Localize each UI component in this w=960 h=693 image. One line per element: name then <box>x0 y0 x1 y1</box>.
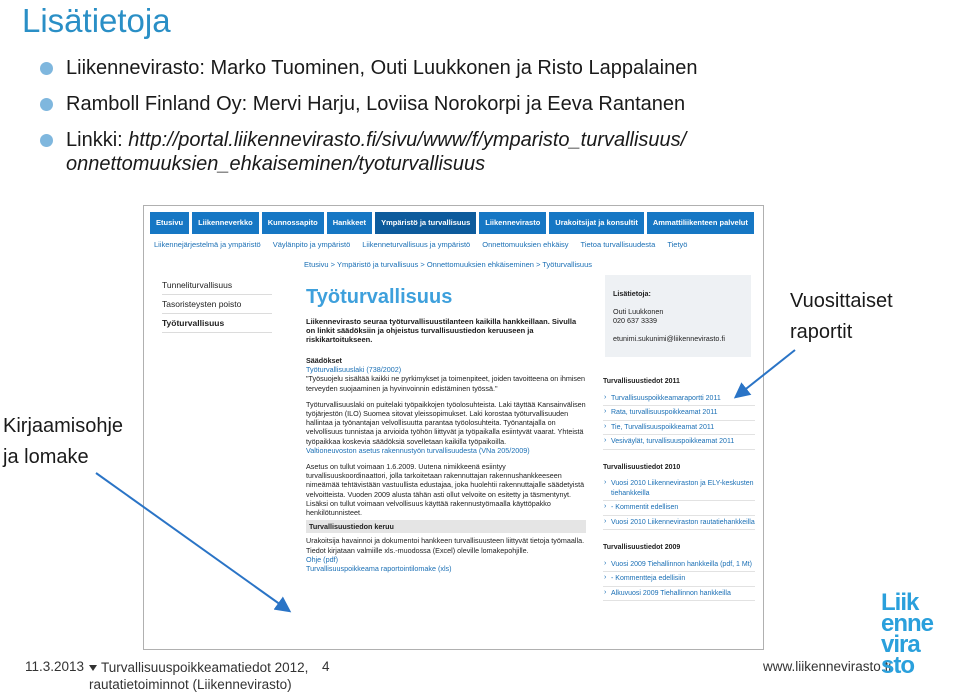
contact-email: etunimi.sukunimi@liikennevirasto.fi <box>613 333 725 343</box>
box-text: Urakoitsija havainnoi ja dokumentoi hankkeen turvallisuusteen liittyvät tietoja työmaalla. Tiedot kirjataan valmiille xls.-muodossa (Excel) oleville lomakepohjille. <box>306 536 585 555</box>
section-link: Työturvallisuuslaki (738/2002) <box>306 365 402 375</box>
callout-registration: Kirjaamisohje ja lomake <box>3 411 143 473</box>
subnav-item: Liikennejärjestelmä ja ympäristö <box>154 240 261 249</box>
subnav-item: Tietyö <box>667 240 688 249</box>
webpage-subnav <box>154 237 757 253</box>
report-link: › Vuosi 2010 Liikenneviraston rautatiehankkeilla <box>603 516 755 531</box>
footer-source-line1: Turvallisuuspoikkeamatiedot 2012, <box>101 660 309 675</box>
nav-item: Hankkeet <box>327 212 372 234</box>
report-link: › Rata, turvallisuuspoikkeamat 2011 <box>603 406 755 421</box>
report-link: › Turvallisuuspoikkeamaraportti 2011 <box>603 392 755 407</box>
box-heading: Turvallisuustiedon keruu <box>306 520 586 533</box>
footer-date: 11.3.2013 <box>25 659 85 674</box>
webpage-lead: Liikennevirasto seuraa työturvallisuustilanteen kaikilla hankkeillaan. Sivulla on linkit säädöksiin ja ohjeistus turvallisuustiedon keruuseen ja riskikartoitukseen. <box>306 317 577 344</box>
webpage-right-column <box>603 374 755 601</box>
year-heading: Turvallisuustiedot 2010 <box>603 463 681 471</box>
contact-heading: Lisätietoja: <box>613 289 651 298</box>
breadcrumb: Etusivu > Ympäristö ja turvallisuus > Onnettomuuksien ehkäiseminen > Työturvallisuus <box>304 260 592 269</box>
subnav-item: Onnettomuuksien ehkäisy <box>482 240 569 249</box>
slide-title: Lisätietoja <box>22 2 171 39</box>
left-menu-item-active: Työturvallisuus <box>162 314 272 333</box>
page-number: 4 <box>322 659 330 674</box>
link-label: Linkki: <box>66 129 129 151</box>
contact-phone: 020 637 3339 <box>613 316 657 325</box>
report-link: › Tie, Turvallisuuspoikkeamat 2011 <box>603 421 755 436</box>
report-link: › Vuosi 2010 Liikenneviraston ja ELY-keskusten tiehankkeilla <box>603 477 755 501</box>
bullet-text: Ramboll Finland Oy: Mervi Harju, Loviisa Norokorpi ja Eeva Rantanen <box>66 93 686 115</box>
paragraph: Työturvallisuuslaki on puitelaki työpaikkojen työolosuhteista. Laki täyttää Kansainvälisen työjärjestön (ILO) Suomea sitovat yleissopimukset. Laki korostaa työturvallisuuden hallintaa ja työnantajan velvollisuutta parantaa työolosuhteita. Työnantajalla on velvollisuus tunnistaa ja arvioida työhön liittyvät ja työpaikalla esiintyvät vaarat. Yhteistä työpaikkaa koskevia säädöksiä sovelletaan kaikilla työpaikoilla. <box>306 399 586 446</box>
nav-item: Kunnossapito <box>262 212 324 234</box>
liikennevirasto-logo: Liik enne vira sto <box>881 589 934 679</box>
portal-link[interactable]: http://portal.liikennevirasto.fi/sivu/www/f/ymparisto_turvallisuus/ <box>128 129 687 151</box>
report-link: › Vesiväylät, turvallisuuspoikkeamat 2011 <box>603 435 755 450</box>
report-link: › - Kommentit edellisen <box>603 501 755 516</box>
year-heading: Turvallisuustiedot 2011 <box>603 378 680 385</box>
bullet-dot-icon <box>40 62 53 75</box>
webpage-screenshot <box>143 205 764 650</box>
bullet-item <box>40 56 940 80</box>
subnav-item: Liikenneturvallisuus ja ympäristö <box>362 240 471 249</box>
triangle-icon <box>89 665 97 671</box>
nav-item-active: Ympäristö ja turvallisuus <box>375 212 476 234</box>
bullet-dot-icon <box>40 134 53 147</box>
nav-item: Liikennevirasto <box>479 212 546 234</box>
section-heading: Säädökset <box>306 356 342 365</box>
left-menu-item: Tunneliturvallisuus <box>162 276 272 295</box>
portal-link-continued[interactable]: onnettomuuksien_ehkaiseminen/tyoturvallisuus <box>66 153 486 175</box>
report-link: › Vuosi 2009 Tiehallinnon hankkeilla (pdf, 1 Mt) <box>603 558 755 573</box>
bullet-list <box>40 56 940 188</box>
bullet-item-link <box>40 128 940 176</box>
footer-url[interactable]: www.liikennevirasto.fi <box>763 659 892 674</box>
box-link: Ohje (pdf) <box>306 554 338 564</box>
footer-source <box>89 659 308 693</box>
paragraph: Asetus on tullut voimaan 1.6.2009. Uutena nimikkeenä esiintyy turvallisuuskoordinaattori, jolla tarkoitetaan rakennuttajan rakennushankkeeseen nimeämää tehtävistään vastuullista edustajaa, joka huolehtii rakennuttajalle säädetyistä velvoitteista. Vuoden 2009 alusta tähän asti ollut velvoite on esitetty ja täsmentynyt. Lisäksi on tullut voimaan velvollisuus käyttää rakennustyömaalla käyttöpakko henkilötunnisteet. <box>306 462 585 518</box>
box-link: Turvallisuuspoikkeama raportointilomake (xls) <box>306 564 452 574</box>
footer-source-line2: rautatietoiminnot (Liikennevirasto) <box>89 677 292 692</box>
subnav-item: Väylänpito ja ympäristö <box>272 240 351 249</box>
report-link: › Alkuvuosi 2009 Tiehallinnon hankkeilla <box>603 587 755 602</box>
webpage-nav <box>150 212 757 234</box>
quote-text: "Työsuojelu sisältää kaikki ne pyrkimykset ja toimenpiteet, joiden tavoitteena on ihmisen terveyden suojaaminen ja hyvinvoinnin edistäminen työssä." <box>306 374 586 393</box>
report-link: › - Kommentteja edellisiin <box>603 572 755 587</box>
nav-item: Ammattiliikenteen palvelut <box>647 212 754 234</box>
bullet-item <box>40 92 940 116</box>
subnav-item: Tietoa turvallisuudesta <box>580 240 656 249</box>
nav-item: Etusivu <box>150 212 189 234</box>
bullet-dot-icon <box>40 98 53 111</box>
contact-box <box>605 275 751 357</box>
contact-name: Outi Luukkonen <box>613 306 664 316</box>
left-menu-item: Tasoristeysten poisto <box>162 295 272 314</box>
section-link: Valtioneuvoston asetus rakennustyön turvallisuudesta (VNa 205/2009) <box>306 445 530 455</box>
webpage-main-column <box>306 356 586 573</box>
callout-annual-reports: Vuosittaiset raportit <box>790 286 930 348</box>
year-heading: Turvallisuustiedot 2009 <box>603 544 681 551</box>
webpage-heading: Työturvallisuus <box>306 286 453 308</box>
nav-item: Liikenneverkko <box>192 212 259 234</box>
left-menu <box>162 276 272 333</box>
nav-item: Urakoitsijat ja konsultit <box>549 212 644 234</box>
bullet-text: Liikennevirasto: Marko Tuominen, Outi Luukkonen ja Risto Lappalainen <box>66 57 698 79</box>
